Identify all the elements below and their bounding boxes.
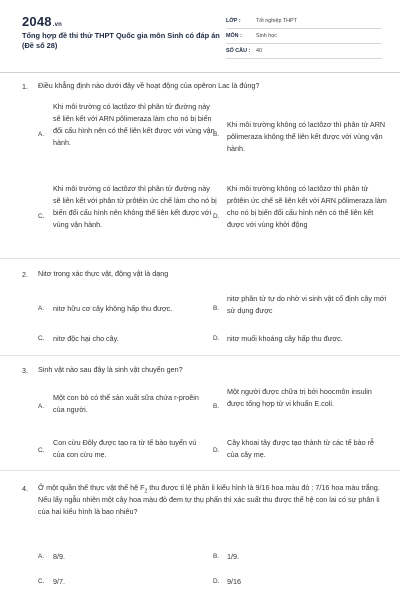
question-number: 1. (22, 82, 28, 91)
question-number: 2. (22, 270, 28, 279)
option-letter: A. (38, 131, 45, 138)
question-text: Điều khẳng định nào dưới đây về hoạt động của opêron Lac là đúng? (38, 81, 260, 90)
option-b[interactable]: Một người được chữa trị bởi hoocmôn insulin được tổng hợp từ vi khuẩn E.coli. (227, 387, 372, 408)
option-a[interactable]: Một con bò có thể sản xuất sữa chứa r-proêin của người. (53, 393, 199, 414)
option-letter: D. (213, 213, 220, 220)
question-text (38, 482, 383, 518)
option-letter: B. (213, 403, 220, 410)
option-letter: C. (38, 447, 45, 454)
meta-row-count (226, 44, 382, 59)
subscript-text: 2 (144, 488, 148, 495)
option-a[interactable]: 8/9. (53, 552, 65, 561)
logo-text: 2048 (22, 14, 52, 29)
page-header (0, 0, 400, 66)
meta-key: MÔN : (226, 33, 242, 39)
meta-row-class (226, 14, 382, 29)
option-d[interactable]: Khi môi trường không có lactôzơ thì phân tử prôtêin ức chế sẽ liên kết với ARN pôlimeraza làm cho nó bị biến đổi cấu hình nên có thể liên kết được với vùng khởi động (227, 184, 387, 229)
option-d[interactable]: nitơ muối khoáng cây hấp thu được. (227, 334, 343, 343)
question-divider (0, 470, 400, 471)
option-letter: A. (38, 403, 45, 410)
exam-meta (226, 14, 382, 59)
question-divider (0, 355, 400, 356)
meta-value: Sinh học (256, 33, 277, 39)
question-number: 3. (22, 366, 28, 375)
logo-suffix: .vn (52, 22, 63, 28)
meta-key: SỐ CÂU : (226, 48, 251, 54)
option-c[interactable]: nitơ độc hại cho cây. (53, 334, 119, 343)
option-letter: D. (213, 447, 220, 454)
option-d[interactable]: Cây khoai tây được tạo thành từ các tế bào rễ của cây mẹ. (227, 438, 374, 459)
question-text-part: thu được tỉ lệ phân li kiểu hình là 9/16 hoa màu đỏ : 7/16 hoa màu trắng. Nếu lấy ngẫu nhiên một cây hoa màu đỏ đem tự thụ phấn thì xác suất thu được thế hệ con lai có sự phân li của hai kiểu hình là bao nhiêu? (38, 483, 380, 516)
option-letter: A. (38, 305, 45, 312)
option-letter: B. (213, 131, 220, 138)
option-b[interactable]: Khi môi trường không có lactôzơ thì phân tử ARN pôlimeraza không thể liên kết được với vùng vận hành. (227, 120, 386, 153)
option-letter: D. (213, 335, 220, 342)
option-letter: C. (38, 578, 45, 585)
option-a[interactable]: nitơ hữu cơ cây không hấp thu được. (53, 304, 173, 313)
exam-title: Tổng hợp đề thi thử THPT Quốc gia môn Sinh có đáp án (Đề số 28) (22, 31, 220, 50)
question-text-part: Ở một quần thể thực vật thế hệ F (38, 483, 145, 492)
option-letter: B. (213, 305, 220, 312)
option-d[interactable]: 9/16 (227, 577, 241, 586)
option-b[interactable]: nitơ phân tử tự do nhờ vi sinh vật cố định cây mới sử dụng được (227, 294, 387, 315)
header-divider (0, 72, 400, 73)
question-text: Sinh vật nào sau đây là sinh vật chuyển gen? (38, 365, 183, 374)
option-c[interactable]: Khi môi trường có lactôzơ thì phân tử đường này sẽ liên kết với phân tử prôtêin ức chế làm cho nó bị biến đổi cấu hình nên không thể liên kết được với vùng vận hành. (53, 184, 217, 229)
option-a[interactable]: Khi môi trường có lactôzơ thì phân tử đường này sẽ liên kết với ARN pôlimeraza làm cho nó bị biến đổi cấu hình nên có thể liên kết được với vùng vận hành. (53, 102, 215, 147)
option-letter: D. (213, 578, 220, 585)
meta-key: LỚP : (226, 18, 241, 24)
option-letter: C. (38, 213, 45, 220)
option-b[interactable]: 1/9. (227, 552, 239, 561)
option-c[interactable]: 9/7. (53, 577, 65, 586)
site-logo[interactable] (22, 14, 62, 29)
option-letter: C. (38, 335, 45, 342)
meta-value: 40 (256, 48, 262, 54)
question-number: 4. (22, 484, 28, 493)
option-c[interactable]: Con cừu Đôly được tạo ra từ tế bào tuyến vú của con cừu mẹ. (53, 438, 197, 459)
option-letter: B. (213, 553, 220, 560)
option-letter: A. (38, 553, 45, 560)
question-divider (0, 258, 400, 259)
meta-value: Tốt nghiệp THPT (256, 18, 297, 24)
question-text: Nitơ trong xác thực vật, động vật là dạng (38, 269, 169, 278)
meta-row-subject (226, 29, 382, 44)
